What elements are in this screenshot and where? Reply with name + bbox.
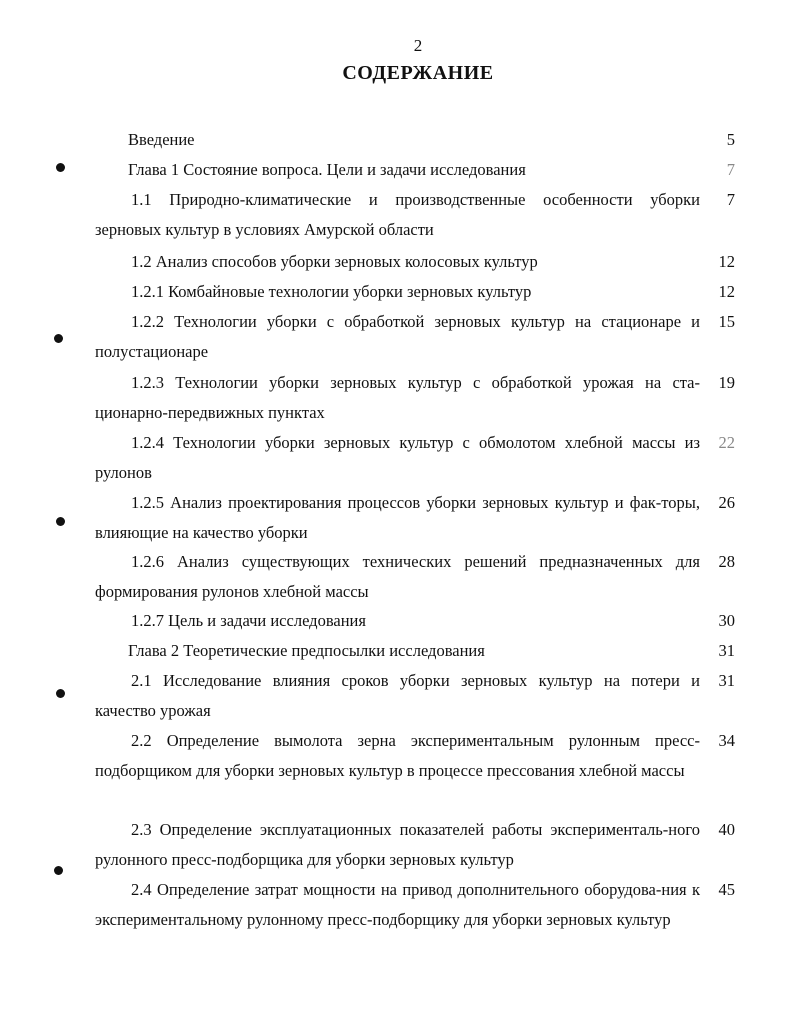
toc-entry-page: 7 <box>726 160 735 179</box>
toc-entry[interactable] <box>95 247 735 277</box>
toc-entry-text: 1.2.6 Анализ существующих технических решений предназначенных для формирования рулонов хлебной массы <box>95 552 700 601</box>
page-number: 2 <box>413 36 423 55</box>
toc-entry-page: 31 <box>718 671 735 690</box>
toc-entry[interactable] <box>95 726 735 786</box>
toc-entry-text: Глава 2 Теоретические предпосылки исследования <box>128 641 485 660</box>
toc-entry[interactable] <box>95 875 735 935</box>
toc-entry-page: 19 <box>718 373 735 392</box>
toc-entry[interactable] <box>95 606 735 636</box>
binder-hole-mark <box>54 866 63 875</box>
toc-entry-page: 28 <box>718 552 735 571</box>
toc-entry[interactable] <box>95 815 735 875</box>
toc-entry-page: 7 <box>726 190 735 209</box>
toc-entry-page: 26 <box>718 493 735 512</box>
toc-entry-text: Глава 1 Состояние вопроса. Цели и задачи исследования <box>128 160 526 179</box>
toc-entry[interactable] <box>95 277 735 307</box>
binder-hole-mark <box>56 689 65 698</box>
toc-entry-text: 1.2 Анализ способов уборки зерновых колосовых культур <box>131 252 538 271</box>
toc-entry-text: 2.2 Определение вымолота зерна экспериментальным рулонным пресс-подборщиком для уборки зерновых культур в процессе прессования хлебной массы <box>95 731 700 780</box>
toc-entry-page: 12 <box>718 282 735 301</box>
toc-entry[interactable] <box>95 488 735 548</box>
toc-entry-page: 5 <box>726 130 735 149</box>
toc-entry-page: 12 <box>718 252 735 271</box>
toc-entry-text: 2.3 Определение эксплуатационных показателей работы эксперименталь-ного рулонного пресс-подборщика для уборки зерновых культур <box>95 820 700 869</box>
toc-entry[interactable] <box>95 428 735 488</box>
toc-entry[interactable] <box>95 666 735 726</box>
toc-entry-text: 2.4 Определение затрат мощности на привод дополнительного оборудова-ния к экспериментальному рулонному пресс-подборщику для уборки зерновых культур <box>95 880 700 929</box>
toc-entry[interactable] <box>95 185 735 245</box>
toc-entry[interactable] <box>128 155 735 185</box>
toc-entry[interactable] <box>128 125 735 155</box>
toc-entry-page: 34 <box>718 731 735 750</box>
toc-entry-text: 1.2.2 Технологии уборки с обработкой зерновых культур на стационаре и полустационаре <box>95 312 700 361</box>
toc-entry-text: 1.2.5 Анализ проектирования процессов уборки зерновых культур и фак-торы, влияющие на качество уборки <box>95 493 700 542</box>
toc-entry-page: 40 <box>718 820 735 839</box>
binder-hole-mark <box>56 517 65 526</box>
toc-entry-text: 1.2.1 Комбайновые технологии уборки зерновых культур <box>131 282 532 301</box>
toc-entry-text: 1.2.4 Технологии уборки зерновых культур с обмолотом хлебной массы из рулонов <box>95 433 700 482</box>
toc-entry[interactable] <box>95 307 735 367</box>
page-title: СОДЕРЖАНИЕ <box>342 62 494 84</box>
toc-entry-text: 2.1 Исследование влияния сроков уборки зерновых культур на потери и качество урожая <box>95 671 700 720</box>
toc-entry-text: 1.2.7 Цель и задачи исследования <box>131 611 366 630</box>
toc-entry-page: 15 <box>718 312 735 331</box>
toc-entry[interactable] <box>95 547 735 607</box>
toc-entry[interactable] <box>128 636 735 666</box>
toc-entry[interactable] <box>95 368 735 428</box>
toc-entry-page: 30 <box>718 611 735 630</box>
toc-entry-page: 45 <box>718 880 735 899</box>
binder-hole-mark <box>54 334 63 343</box>
binder-hole-mark <box>56 163 65 172</box>
toc-entry-text: 1.2.3 Технологии уборки зерновых культур с обработкой урожая на ста-ционарно-передвижных пунктах <box>95 373 700 422</box>
toc-entry-page: 31 <box>718 641 735 660</box>
toc-entry-text: Введение <box>128 130 195 149</box>
toc-entry-page: 22 <box>718 433 735 452</box>
toc-entry-text: 1.1 Природно-климатические и производственные особенности уборки зерновых культур в условиях Амурской области <box>95 190 700 239</box>
